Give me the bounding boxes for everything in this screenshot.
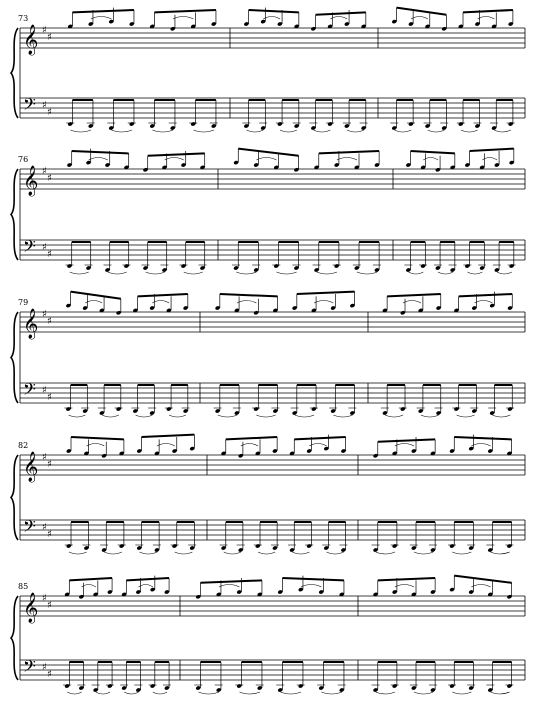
tie	[395, 444, 414, 447]
tie	[157, 444, 175, 447]
tie	[333, 415, 352, 417]
tie	[497, 272, 512, 274]
beam	[126, 578, 169, 580]
brace-icon	[11, 28, 18, 118]
tie	[327, 552, 344, 554]
beam	[294, 437, 345, 439]
tie	[91, 17, 112, 20]
tie	[491, 692, 510, 694]
tie	[237, 301, 256, 304]
sharp-icon: ♯	[47, 316, 52, 327]
system	[11, 149, 525, 274]
beam	[316, 12, 366, 14]
tie	[461, 130, 478, 132]
bass-notes	[372, 662, 514, 694]
bass-notes	[372, 522, 514, 554]
tie	[314, 130, 331, 132]
sharp-icon: ♯	[47, 392, 52, 403]
tie	[256, 158, 276, 161]
treble-clef-icon: 𝄞	[23, 452, 39, 482]
measure-number: 85	[18, 582, 29, 591]
bass-clef-icon: 𝄢	[23, 656, 36, 680]
beam	[454, 437, 511, 439]
tie	[87, 444, 105, 447]
beam	[138, 294, 188, 296]
treble-clef-icon: 𝄞	[23, 166, 39, 196]
tie	[89, 158, 108, 161]
bass-notes	[381, 385, 514, 417]
bass-notes	[66, 242, 207, 274]
beam	[463, 10, 513, 12]
tie	[277, 272, 297, 274]
measure-number: 76	[18, 155, 29, 164]
treble-staff	[20, 592, 525, 624]
beam	[238, 149, 298, 156]
treble-staff	[20, 24, 525, 56]
system	[11, 8, 525, 132]
tie	[198, 692, 219, 694]
sharp-icon: ♯	[42, 309, 47, 320]
tie	[357, 272, 377, 274]
bass-notes	[242, 100, 367, 132]
sharp-icon: ♯	[47, 600, 52, 611]
tie	[492, 415, 510, 417]
tie	[409, 272, 424, 274]
bass-staff	[20, 656, 525, 680]
tie	[376, 692, 395, 694]
beam	[154, 10, 216, 12]
sharp-icon: ♯	[47, 459, 52, 470]
tie	[102, 415, 119, 417]
sharp-icon: ♯	[42, 100, 47, 111]
brace-icon	[11, 455, 18, 540]
tie	[494, 130, 511, 132]
tie	[457, 415, 475, 417]
tie	[69, 415, 86, 417]
treble-clef-icon: 𝄞	[23, 309, 39, 339]
beam	[397, 8, 447, 15]
tie	[414, 692, 433, 694]
bass-staff	[20, 236, 525, 260]
tie	[218, 415, 237, 417]
measure-number: 73	[18, 14, 29, 23]
sharp-icon: ♯	[42, 25, 47, 36]
sharp-icon: ♯	[42, 385, 47, 396]
tie	[193, 130, 214, 132]
sharp-icon: ♯	[42, 593, 47, 604]
tie	[69, 552, 87, 554]
measure-number: 82	[18, 441, 29, 450]
tie	[96, 692, 110, 694]
sharp-icon: ♯	[47, 249, 52, 260]
bass-clef-icon: 𝄢	[23, 236, 36, 260]
bass-notes	[66, 100, 218, 132]
treble-staff	[20, 308, 525, 340]
bass-notes	[63, 662, 171, 694]
tie	[263, 17, 280, 20]
beam	[69, 578, 112, 580]
tie	[165, 158, 184, 161]
tie	[292, 552, 309, 554]
bass-notes	[65, 522, 196, 554]
tie	[438, 272, 453, 274]
tie	[169, 415, 186, 417]
brace-icon	[11, 312, 18, 403]
tie	[108, 272, 127, 274]
beam	[387, 294, 441, 296]
tie	[421, 415, 439, 417]
measure-number: 79	[18, 298, 29, 307]
beam	[71, 437, 124, 439]
tie	[317, 272, 337, 274]
sharp-icon: ♯	[42, 452, 47, 463]
tie	[471, 585, 490, 588]
treble-clef-icon: 𝄞	[23, 25, 39, 55]
sharp-icon: ♯	[47, 669, 52, 680]
tie	[347, 130, 364, 132]
beam	[319, 151, 379, 153]
sharp-icon: ♯	[42, 242, 47, 253]
treble-staff	[20, 451, 525, 483]
bass-notes	[404, 242, 515, 274]
tie	[468, 272, 483, 274]
tie	[414, 552, 433, 554]
tie	[111, 130, 132, 132]
tie	[385, 415, 403, 417]
tie	[395, 585, 414, 588]
bass-notes	[232, 242, 381, 274]
bass-staff	[20, 94, 525, 118]
tie	[471, 444, 490, 447]
bass-notes	[214, 385, 357, 417]
brace-icon	[11, 169, 18, 260]
tie	[70, 272, 89, 274]
tie	[428, 130, 445, 132]
tie	[309, 444, 326, 447]
tie	[376, 552, 395, 554]
bass-staff	[20, 379, 525, 403]
tie	[146, 272, 165, 274]
tie	[152, 130, 173, 132]
tie	[475, 301, 493, 304]
tie	[219, 585, 240, 588]
beam	[200, 580, 262, 582]
tie	[411, 17, 428, 20]
tie	[452, 692, 471, 694]
bass-notes	[194, 662, 346, 694]
system	[11, 435, 525, 554]
sharp-icon: ♯	[47, 173, 52, 184]
beam	[142, 435, 195, 437]
tie	[395, 130, 412, 132]
beam	[226, 437, 277, 439]
tie	[152, 301, 169, 304]
bass-notes	[390, 100, 514, 132]
tie	[136, 415, 153, 417]
beam	[297, 292, 355, 294]
tie	[124, 692, 138, 694]
tie	[330, 17, 347, 20]
tie	[295, 415, 314, 417]
tie	[224, 552, 241, 554]
sharp-icon: ♯	[47, 107, 52, 118]
tie	[236, 272, 256, 274]
beam	[72, 151, 129, 153]
beam	[411, 151, 455, 153]
tie	[321, 692, 342, 694]
beam	[220, 294, 278, 296]
beam	[249, 10, 299, 12]
bass-notes	[220, 522, 348, 554]
tie	[67, 692, 81, 694]
bass-clef-icon: 𝄢	[23, 516, 36, 540]
tie	[258, 552, 275, 554]
beam	[71, 292, 121, 299]
tie	[280, 130, 297, 132]
sharp-icon: ♯	[47, 32, 52, 43]
tie	[256, 415, 275, 417]
tie	[314, 301, 333, 304]
tie	[173, 17, 194, 20]
beam	[470, 149, 514, 151]
tie	[301, 585, 322, 588]
tie	[104, 552, 122, 554]
treble-clef-icon: 𝄞	[23, 593, 39, 623]
tie	[337, 158, 357, 161]
sharp-icon: ♯	[42, 166, 47, 177]
tie	[175, 552, 193, 554]
beam	[378, 439, 435, 441]
beam	[454, 576, 511, 583]
tie	[153, 692, 167, 694]
sharp-icon: ♯	[47, 529, 52, 540]
tie	[239, 692, 260, 694]
bass-staff	[20, 516, 525, 540]
sharp-icon: ♯	[42, 662, 47, 673]
system	[11, 292, 525, 417]
tie	[140, 552, 158, 554]
tie	[452, 552, 471, 554]
tie	[247, 130, 264, 132]
treble-staff	[20, 165, 525, 197]
beam	[148, 153, 205, 155]
tie	[280, 692, 301, 694]
beam	[282, 578, 344, 580]
tie	[403, 301, 421, 304]
system	[11, 576, 525, 694]
tie	[70, 130, 91, 132]
tie	[478, 17, 495, 20]
beam	[72, 10, 134, 12]
bass-clef-icon: 𝄢	[23, 94, 36, 118]
tie	[491, 552, 510, 554]
beam	[378, 578, 435, 580]
tie	[184, 272, 203, 274]
tie	[241, 444, 258, 447]
sharp-icon: ♯	[42, 522, 47, 533]
tie	[85, 301, 102, 304]
brace-icon	[11, 596, 18, 680]
beam	[459, 294, 513, 296]
bass-clef-icon: 𝄢	[23, 379, 36, 403]
bass-notes	[64, 385, 189, 417]
